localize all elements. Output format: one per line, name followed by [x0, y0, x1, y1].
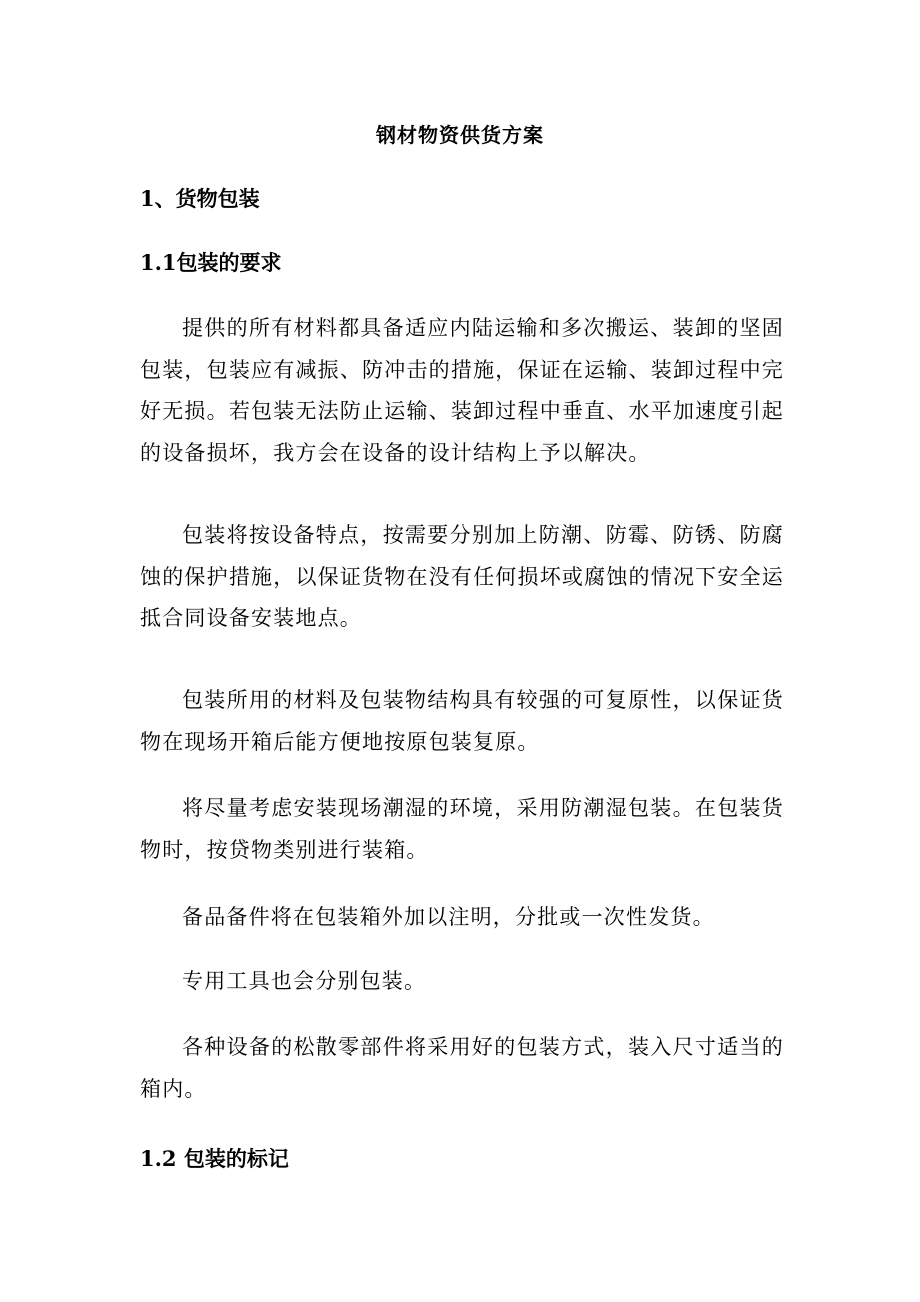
section-heading-1-2: 1.2 包装的标记 [140, 1146, 289, 1171]
paragraph-3: 包装所用的材料及包装物结构具有较强的可复原性，以保证货物在现场开箱后能方便地按原包装复原。 [140, 688, 784, 754]
paragraph-2: 包装将按设备特点，按需要分别加上防潮、防霉、防锈、防腐蚀的保护措施，以保证货物在没有任何损坏或腐蚀的情况下安全运抵合同设备安装地点。 [140, 523, 784, 630]
section-heading-1: 1、货物包装 [140, 186, 260, 211]
document-title: 钢材物资供货方案 [376, 123, 544, 147]
paragraph-1: 提供的所有材料都具备适应内陆运输和多次搬运、装卸的坚固包装，包装应有减振、防冲击的措施，保证在运输、装卸过程中完好无损。若包装无法防止运输、装卸过程中垂直、水平加速度引起的设备损坏，我方会在设备的设计结构上予以解决。 [140, 316, 784, 465]
paragraph-7: 各种设备的松散零部件将采用好的包装方式，装入尺寸适当的箱内。 [140, 1035, 784, 1101]
paragraph-4: 将尽量考虑安装现场潮湿的环境，采用防潮湿包装。在包装货物时，按贷物类别进行装箱。 [140, 796, 784, 862]
paragraph-5: 备品备件将在包装箱外加以注明，分批或一次性发货。 [182, 905, 715, 929]
paragraph-6: 专用工具也会分别包装。 [182, 969, 427, 993]
section-heading-1-1: 1.1包装的要求 [140, 250, 282, 275]
